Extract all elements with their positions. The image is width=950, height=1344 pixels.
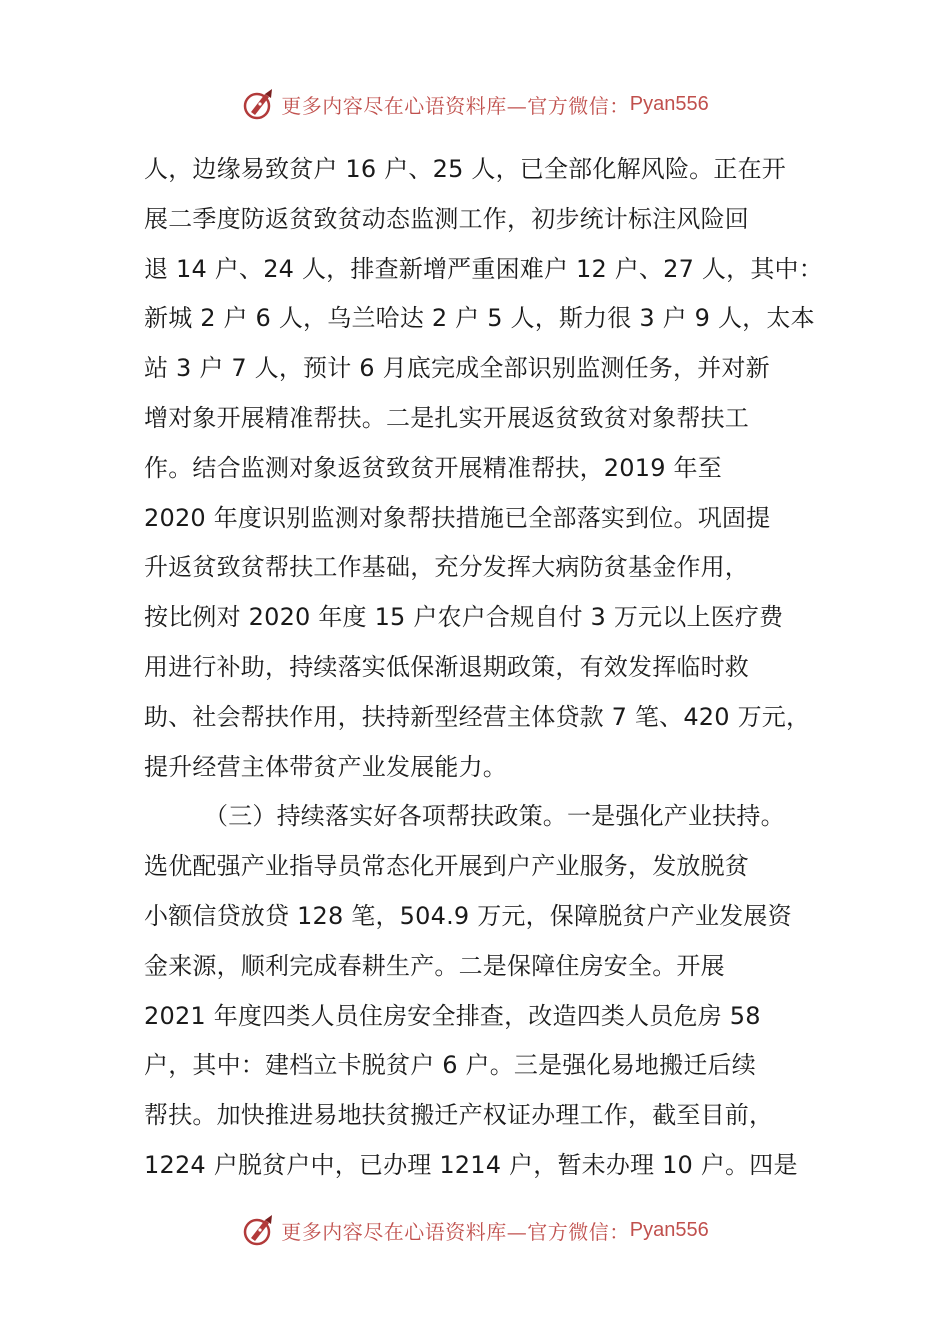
text-line: 户，其中：建档立卡脱贫户 6 户。三是强化易地搬迁后续 xyxy=(144,1051,756,1080)
text-line: 金来源，顺利完成春耕生产。二是保障住房安全。开展 xyxy=(144,951,725,980)
text-line: 小额信贷放贷 128 笔，504.9 万元，保障脱贫户产业发展资 xyxy=(144,901,792,930)
text-line: 2020 年度识别监测对象帮扶措施已全部落实到位。巩固提 xyxy=(144,503,771,532)
text-line: 助、社会帮扶作用，扶持新型经营主体贷款 7 笔、420 万元， xyxy=(144,702,811,731)
text-line: 增对象开展精准帮扶。二是扎实开展返贫致贫对象帮扶工 xyxy=(144,403,749,432)
text-line: 1224 户脱贫户中，已办理 1214 户，暂未办理 10 户。四是 xyxy=(144,1150,798,1179)
text-line: 作。结合监测对象返贫致贫开展精准帮扶，2019 年至 xyxy=(144,453,722,482)
text-line: 提升经营主体带贫产业发展能力。 xyxy=(144,752,507,781)
text-line: 退 14 户、24 人，排查新增严重困难户 12 户、27 人，其中： xyxy=(144,254,823,283)
document-body xyxy=(144,145,834,1191)
text-line: 人，边缘易致贫户 16 户、25 人，已全部化解风险。正在开 xyxy=(144,155,786,183)
section-heading-line: （三）持续落实好各项帮扶政策。一是强化产业扶持。 xyxy=(204,802,785,831)
pen-nib-circle-icon xyxy=(241,1212,277,1248)
text-line: 新城 2 户 6 人，乌兰哈达 2 户 5 人，斯力很 3 户 9 人，太本 xyxy=(144,304,815,333)
footer-banner xyxy=(0,1210,950,1250)
wechat-id: Pyan556 xyxy=(629,1218,709,1241)
header-banner xyxy=(0,84,950,124)
text-line: 按比例对 2020 年度 15 户农户合规自付 3 万元以上医疗费 xyxy=(144,603,784,632)
text-line: 2021 年度四类人员住房安全排查，改造四类人员危房 58 xyxy=(144,1001,761,1030)
text-line: 展二季度防返贫致贫动态监测工作，初步统计标注风险回 xyxy=(144,204,749,233)
text-line: 升返贫致贫帮扶工作基础，充分发挥大病防贫基金作用， xyxy=(144,553,749,582)
text-line: 站 3 户 7 人，预计 6 月底完成全部识别监测任务，并对新 xyxy=(144,354,770,383)
text-line: 帮扶。加快推进易地扶贫搬迁产权证办理工作，截至目前， xyxy=(144,1101,774,1130)
banner-text: 更多内容尽在心语资料库—官方微信： xyxy=(281,93,630,118)
pen-nib-circle-icon xyxy=(241,86,277,122)
wechat-id: Pyan556 xyxy=(629,92,709,115)
text-line: 选优配强产业指导员常态化开展到户产业服务，发放脱贫 xyxy=(144,852,749,881)
text-line: 用进行补助，持续落实低保渐退期政策，有效发挥临时救 xyxy=(144,652,749,681)
banner-text: 更多内容尽在心语资料库—官方微信： xyxy=(281,1219,630,1244)
